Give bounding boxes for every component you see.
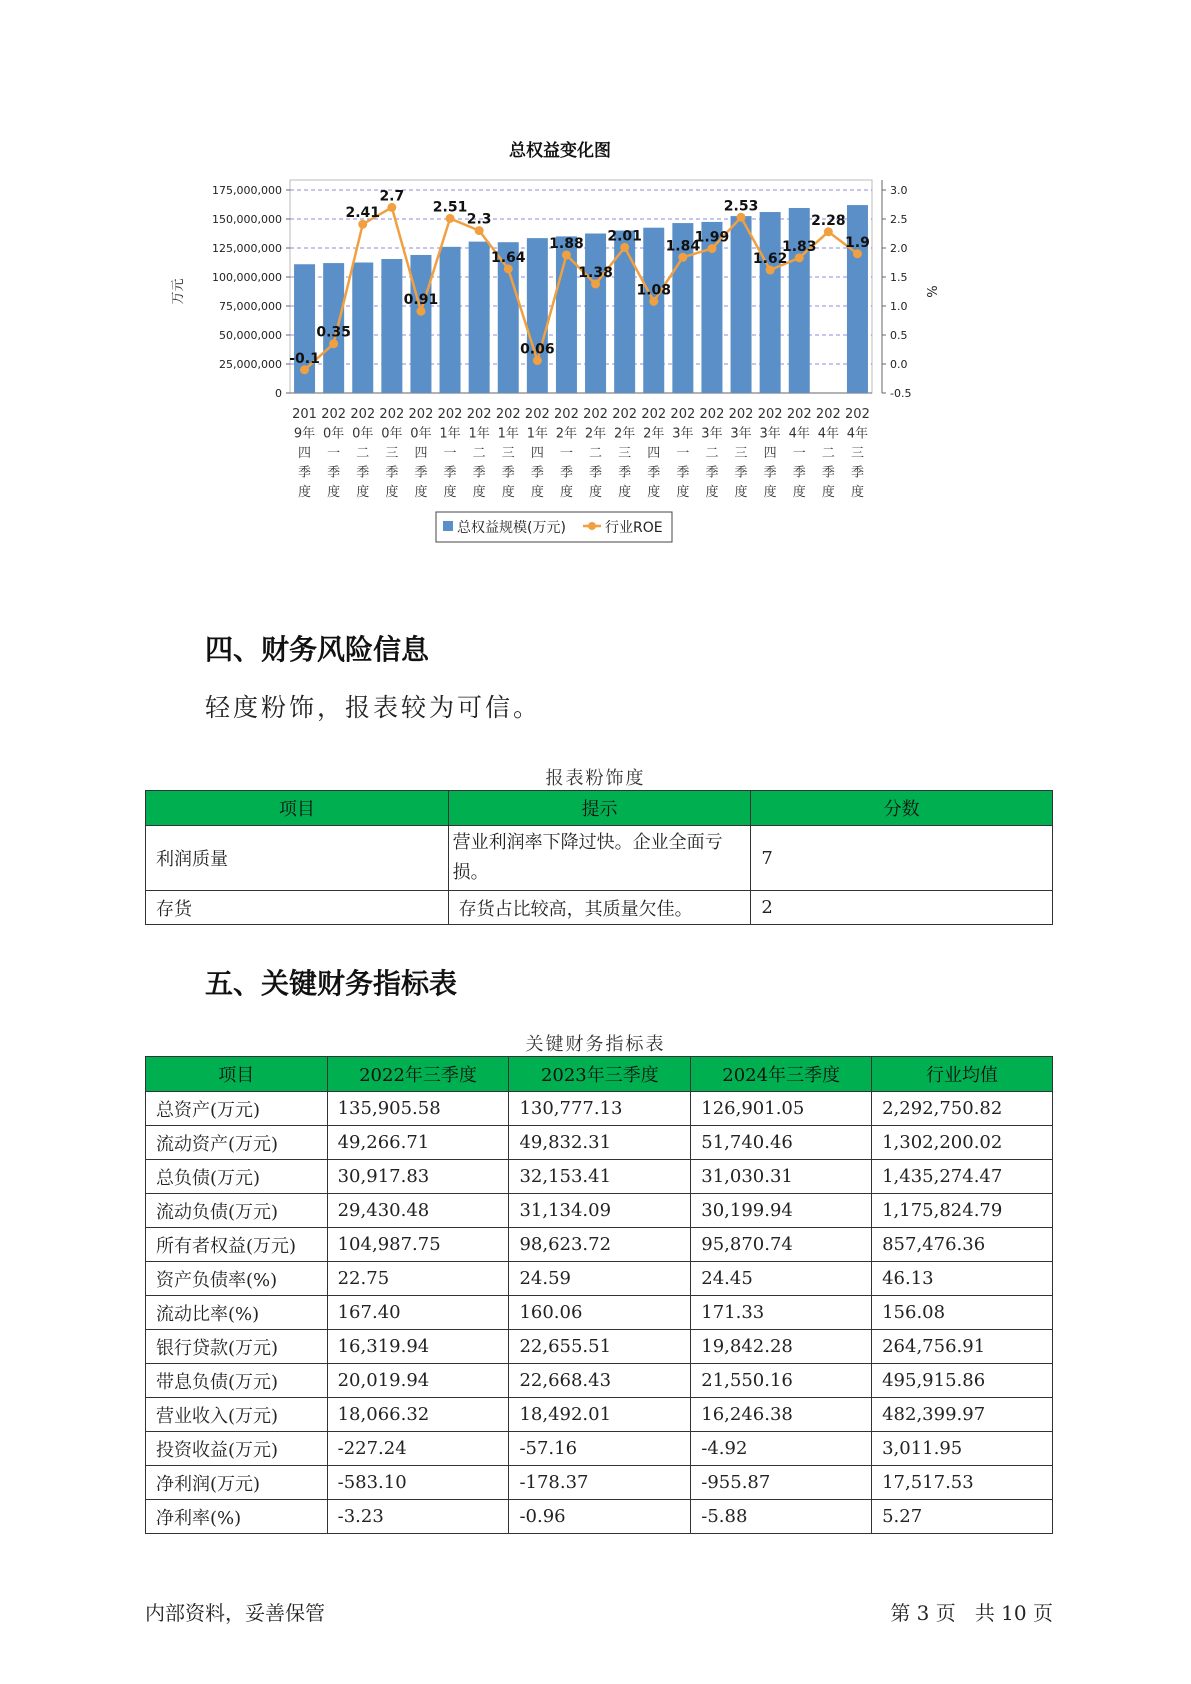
bar <box>410 255 431 393</box>
kpi-2024: 21,550.16 <box>691 1364 872 1398</box>
x-tick-label: 202 <box>379 407 405 422</box>
x-tick-label: 四 <box>647 446 661 461</box>
chart-title: 总权益变化图 <box>509 141 611 161</box>
x-tick-label: 四 <box>763 446 777 461</box>
y2-tick-label: -0.5 <box>890 387 912 400</box>
table-row <box>146 1262 1053 1296</box>
kpi-item: 总负债(万元) <box>146 1160 328 1194</box>
kpi-2023: -57.16 <box>509 1432 691 1466</box>
x-tick-label: 二 <box>589 446 603 461</box>
y-tick-label: 50,000,000 <box>219 329 282 342</box>
bar <box>585 234 606 394</box>
x-tick-label: 0年 <box>323 426 345 442</box>
x-tick-label: 202 <box>524 407 550 422</box>
x-tick-label: 0年 <box>410 426 432 442</box>
kpi-industry: 1,435,274.47 <box>872 1160 1053 1194</box>
x-tick-label: 季 <box>559 465 573 481</box>
kpi-2024: -4.92 <box>691 1432 872 1466</box>
kpi-industry: 2,292,750.82 <box>872 1092 1053 1126</box>
roe-data-label: 0.91 <box>403 292 439 309</box>
kpi-2024: 126,901.05 <box>691 1092 872 1126</box>
risk-header-item: 项目 <box>146 791 449 826</box>
x-tick-label: 201 <box>292 407 317 422</box>
roe-data-label: 1.88 <box>549 235 584 252</box>
x-tick-label: 202 <box>321 407 347 422</box>
legend-bar-swatch <box>443 521 453 531</box>
x-tick-label: 度 <box>298 485 312 500</box>
kpi-2023: -0.96 <box>509 1500 691 1534</box>
kpi-item: 流动比率(%) <box>146 1296 328 1330</box>
x-tick-label: 1年 <box>497 426 519 442</box>
table-row <box>146 891 1053 925</box>
x-tick-label: 一 <box>443 446 457 461</box>
bar <box>731 216 752 393</box>
x-tick-label: 度 <box>792 485 806 500</box>
kpi-2024: 95,870.74 <box>691 1228 872 1262</box>
section-4-heading: 四、财务风险信息 <box>205 633 430 666</box>
kpi-item: 流动负债(万元) <box>146 1194 328 1228</box>
table-row <box>146 1500 1053 1534</box>
kpi-item: 资产负债率(%) <box>146 1262 328 1296</box>
risk-summary-text: 轻度粉饰，报表较为可信。 <box>205 693 542 722</box>
kpi-industry: 5.27 <box>872 1500 1053 1534</box>
x-tick-label: 202 <box>641 407 667 422</box>
risk-score: 7 <box>751 826 1053 891</box>
x-tick-label: 季 <box>385 465 399 481</box>
kpi-industry: 3,011.95 <box>872 1432 1053 1466</box>
x-tick-label: 度 <box>705 485 719 500</box>
kpi-2024: 171.33 <box>691 1296 872 1330</box>
x-tick-label: 0年 <box>352 426 374 442</box>
roe-data-label: 2.41 <box>345 205 381 222</box>
x-tick-label: 二 <box>821 446 835 461</box>
x-tick-label: 2年 <box>614 426 636 442</box>
x-tick-label: 度 <box>763 485 777 500</box>
x-tick-label: 度 <box>734 485 748 500</box>
kpi-2024: 51,740.46 <box>691 1126 872 1160</box>
x-tick-label: 季 <box>792 465 806 481</box>
x-tick-label: 4年 <box>846 426 869 442</box>
section-5-heading: 五、关键财务指标表 <box>205 967 458 1000</box>
table-row <box>146 1228 1053 1262</box>
x-tick-label: 4年 <box>817 426 839 442</box>
x-tick-label: 202 <box>437 407 463 422</box>
x-tick-label: 202 <box>466 407 492 422</box>
risk-table-caption: 报表粉饰度 <box>545 768 646 789</box>
y2-tick-label: 2.0 <box>890 242 908 255</box>
x-tick-label: 1年 <box>526 426 548 442</box>
x-tick-label: 度 <box>821 485 835 500</box>
roe-data-label: 2.3 <box>466 211 492 228</box>
x-tick-label: 2年 <box>555 426 578 442</box>
kpi-2022: 20,019.94 <box>327 1364 509 1398</box>
x-tick-label: 季 <box>472 465 486 481</box>
x-tick-label: 度 <box>618 485 632 500</box>
kpi-item: 总资产(万元) <box>146 1092 328 1126</box>
x-tick-label: 202 <box>845 407 870 422</box>
x-tick-label: 1年 <box>439 426 461 442</box>
kpi-2022: 30,917.83 <box>327 1160 509 1194</box>
table-row <box>146 1126 1053 1160</box>
x-tick-label: 度 <box>850 485 864 500</box>
x-tick-label: 度 <box>414 485 428 500</box>
x-tick-label: 一 <box>559 446 573 461</box>
x-tick-label: 季 <box>414 465 428 481</box>
x-tick-label: 202 <box>583 407 608 422</box>
x-tick-label: 度 <box>676 485 690 500</box>
y-tick-label: 175,000,000 <box>212 184 282 197</box>
y-tick-label: 125,000,000 <box>212 242 282 255</box>
x-tick-label: 一 <box>792 446 806 461</box>
y-tick-label: 75,000,000 <box>219 300 282 313</box>
x-tick-label: 季 <box>734 465 748 481</box>
risk-table <box>145 790 1053 925</box>
kpi-2022: 104,987.75 <box>327 1228 509 1262</box>
kpi-item: 营业收入(万元) <box>146 1398 328 1432</box>
table-row <box>146 1296 1053 1330</box>
x-tick-label: 202 <box>350 407 376 422</box>
kpi-item: 净利润(万元) <box>146 1466 328 1500</box>
x-tick-label: 季 <box>618 465 632 481</box>
kpi-2023: 98,623.72 <box>509 1228 691 1262</box>
kpi-2022: -227.24 <box>327 1432 509 1466</box>
indicator-table <box>145 1056 1053 1534</box>
x-tick-label: 季 <box>676 465 690 481</box>
bar <box>847 205 868 393</box>
risk-item: 存货 <box>146 891 449 925</box>
risk-item: 利润质量 <box>146 826 449 891</box>
page-number: 第 3 页 共 10 页 <box>890 1601 1053 1625</box>
roe-data-label: 2.53 <box>723 198 759 215</box>
kpi-2022: 29,430.48 <box>327 1194 509 1228</box>
bar <box>643 228 664 393</box>
x-tick-label: 季 <box>763 465 777 481</box>
x-tick-label: 202 <box>757 407 783 422</box>
x-tick-label: 二 <box>472 446 486 461</box>
x-tick-label: 三 <box>734 446 748 461</box>
kpi-industry: 857,476.36 <box>872 1228 1053 1262</box>
legend-line-label: 行业ROE <box>605 520 663 536</box>
risk-score: 2 <box>751 891 1053 925</box>
indicator-table-caption: 关键财务指标表 <box>525 1034 666 1055</box>
risk-hint: 存货占比较高，其质量欠佳。 <box>448 891 751 925</box>
kpi-2022: 49,266.71 <box>327 1126 509 1160</box>
bar <box>760 212 781 393</box>
roe-data-label: 2.01 <box>607 228 642 245</box>
kpi-industry: 264,756.91 <box>872 1330 1053 1364</box>
x-tick-label: 季 <box>356 465 370 481</box>
bar <box>789 208 810 393</box>
risk-header-hint: 提示 <box>448 791 751 826</box>
roe-data-label: 2.51 <box>432 199 468 216</box>
x-tick-label: 度 <box>385 485 399 500</box>
y2-tick-label: 2.5 <box>890 213 908 226</box>
y-tick-label: 150,000,000 <box>212 213 282 226</box>
y2-tick-label: 1.0 <box>890 300 908 313</box>
equity-chart <box>170 140 950 600</box>
kpi-2022: -3.23 <box>327 1500 509 1534</box>
y-tick-label: 25,000,000 <box>219 358 282 371</box>
x-tick-label: 一 <box>327 446 341 461</box>
x-tick-label: 四 <box>414 446 428 461</box>
x-tick-label: 202 <box>699 407 725 422</box>
x-tick-label: 度 <box>647 485 661 500</box>
x-tick-label: 季 <box>530 465 544 481</box>
y2-axis-title: % <box>923 285 938 298</box>
kpi-industry: 1,302,200.02 <box>872 1126 1053 1160</box>
kpi-header-2023: 2023年三季度 <box>509 1057 691 1092</box>
x-tick-label: 202 <box>495 407 521 422</box>
kpi-2024: -955.87 <box>691 1466 872 1500</box>
footer-note: 内部资料，妥善保管 <box>145 1601 325 1625</box>
x-tick-label: 度 <box>443 485 457 500</box>
x-tick-label: 四 <box>298 446 312 461</box>
kpi-industry: 46.13 <box>872 1262 1053 1296</box>
kpi-item: 流动资产(万元) <box>146 1126 328 1160</box>
x-tick-label: 202 <box>815 407 841 422</box>
x-tick-label: 202 <box>786 407 812 422</box>
x-tick-label: 二 <box>356 446 370 461</box>
x-tick-label: 度 <box>472 485 486 500</box>
y2-tick-label: 3.0 <box>890 184 908 197</box>
y-axis-title: 万元 <box>171 278 186 305</box>
roe-data-label: 1.62 <box>752 251 788 268</box>
x-tick-label: 3年 <box>672 426 694 442</box>
x-tick-label: 度 <box>501 485 515 500</box>
x-tick-label: 度 <box>530 485 544 500</box>
x-tick-label: 度 <box>559 485 573 500</box>
kpi-2023: -178.37 <box>509 1466 691 1500</box>
kpi-header-2024: 2024年三季度 <box>691 1057 872 1092</box>
x-tick-label: 四 <box>530 446 544 461</box>
x-tick-label: 度 <box>327 485 341 500</box>
x-tick-label: 季 <box>327 465 341 481</box>
kpi-2022: 22.75 <box>327 1262 509 1296</box>
kpi-2023: 22,655.51 <box>509 1330 691 1364</box>
kpi-2022: 167.40 <box>327 1296 509 1330</box>
roe-data-label: 1.84 <box>665 238 701 255</box>
kpi-industry: 495,915.86 <box>872 1364 1053 1398</box>
kpi-item: 所有者权益(万元) <box>146 1228 328 1262</box>
roe-data-label: 1.38 <box>578 264 613 281</box>
x-tick-label: 3年 <box>759 426 781 442</box>
risk-table-header <box>146 791 1053 826</box>
kpi-2024: 31,030.31 <box>691 1160 872 1194</box>
table-row <box>146 1432 1053 1466</box>
kpi-item: 净利率(%) <box>146 1500 328 1534</box>
kpi-header-item: 项目 <box>146 1057 328 1092</box>
kpi-industry: 17,517.53 <box>872 1466 1053 1500</box>
legend-bar-label: 总权益规模(万元) <box>457 520 566 536</box>
kpi-2023: 49,832.31 <box>509 1126 691 1160</box>
kpi-2024: 30,199.94 <box>691 1194 872 1228</box>
kpi-2024: 16,246.38 <box>691 1398 872 1432</box>
kpi-2024: 24.45 <box>691 1262 872 1296</box>
x-tick-label: 2年 <box>584 426 607 442</box>
kpi-2022: 18,066.32 <box>327 1398 509 1432</box>
x-tick-label: 202 <box>612 407 638 422</box>
x-tick-label: 度 <box>589 485 603 500</box>
x-tick-label: 三 <box>385 446 399 461</box>
table-row <box>146 1398 1053 1432</box>
kpi-industry: 156.08 <box>872 1296 1053 1330</box>
x-tick-label: 4年 <box>788 426 810 442</box>
x-tick-label: 季 <box>589 465 603 481</box>
roe-data-label: 0.06 <box>520 341 555 358</box>
kpi-2022: 135,905.58 <box>327 1092 509 1126</box>
roe-data-label: 1.08 <box>636 282 672 299</box>
kpi-2023: 130,777.13 <box>509 1092 691 1126</box>
x-tick-label: 季 <box>501 465 515 481</box>
x-tick-label: 季 <box>298 465 312 481</box>
x-tick-label: 一 <box>676 446 690 461</box>
kpi-item: 银行贷款(万元) <box>146 1330 328 1364</box>
table-row <box>146 826 1053 891</box>
roe-data-label: 1.99 <box>694 229 730 246</box>
x-tick-label: 季 <box>705 465 719 481</box>
x-tick-label: 202 <box>728 407 754 422</box>
y2-tick-label: 0.5 <box>890 329 908 342</box>
legend-line-marker <box>588 522 596 530</box>
bar <box>440 247 461 393</box>
risk-header-score: 分数 <box>751 791 1053 826</box>
x-tick-label: 0年 <box>381 426 403 442</box>
x-tick-label: 二 <box>705 446 719 461</box>
x-tick-label: 度 <box>356 485 370 500</box>
x-tick-label: 1年 <box>468 426 490 442</box>
x-tick-label: 三 <box>501 446 515 461</box>
table-row <box>146 1194 1053 1228</box>
kpi-2023: 31,134.09 <box>509 1194 691 1228</box>
table-row <box>146 1160 1053 1194</box>
x-tick-label: 季 <box>821 465 835 481</box>
roe-data-label: 2.7 <box>379 188 405 205</box>
bar <box>527 238 548 393</box>
kpi-2022: -583.10 <box>327 1466 509 1500</box>
kpi-item: 投资收益(万元) <box>146 1432 328 1466</box>
kpi-2024: -5.88 <box>691 1500 872 1534</box>
kpi-header-2022: 2022年三季度 <box>327 1057 509 1092</box>
roe-data-label: 2.28 <box>811 212 846 229</box>
x-tick-label: 季 <box>850 465 864 481</box>
kpi-2022: 16,319.94 <box>327 1330 509 1364</box>
kpi-industry: 1,175,824.79 <box>872 1194 1053 1228</box>
table-row <box>146 1364 1053 1398</box>
y-tick-label: 100,000,000 <box>212 271 282 284</box>
roe-data-label: 1.64 <box>490 249 526 266</box>
y-tick-label: 0 <box>275 387 282 400</box>
kpi-2023: 24.59 <box>509 1262 691 1296</box>
kpi-header-industry: 行业均值 <box>872 1057 1053 1092</box>
kpi-2023: 160.06 <box>509 1296 691 1330</box>
roe-data-label: 1.83 <box>781 238 817 255</box>
bar <box>352 263 373 394</box>
bar <box>556 236 577 393</box>
x-tick-label: 202 <box>408 407 434 422</box>
table-row <box>146 1466 1053 1500</box>
risk-hint: 营业利润率下降过快。企业全面亏损。 <box>448 826 751 891</box>
x-tick-label: 202 <box>554 407 579 422</box>
kpi-2023: 22,668.43 <box>509 1364 691 1398</box>
x-tick-label: 9年 <box>293 426 316 442</box>
kpi-2024: 19,842.28 <box>691 1330 872 1364</box>
x-tick-label: 季 <box>647 465 661 481</box>
x-tick-label: 3年 <box>701 426 723 442</box>
roe-data-label: 1.9 <box>845 234 870 251</box>
y2-tick-label: 1.5 <box>890 271 908 284</box>
indicator-table-header <box>146 1057 1053 1092</box>
kpi-2023: 18,492.01 <box>509 1398 691 1432</box>
table-row <box>146 1092 1053 1126</box>
x-tick-label: 3年 <box>730 426 752 442</box>
kpi-2023: 32,153.41 <box>509 1160 691 1194</box>
x-tick-label: 三 <box>618 446 632 461</box>
x-tick-label: 2年 <box>643 426 665 442</box>
kpi-industry: 482,399.97 <box>872 1398 1053 1432</box>
kpi-item: 带息负债(万元) <box>146 1364 328 1398</box>
roe-data-label: -0.1 <box>289 350 320 367</box>
x-tick-label: 三 <box>850 446 864 461</box>
x-tick-label: 季 <box>443 465 457 481</box>
table-row <box>146 1330 1053 1364</box>
bar <box>381 259 402 393</box>
x-tick-label: 202 <box>670 407 696 422</box>
bar <box>469 242 490 393</box>
y2-tick-label: 0.0 <box>890 358 908 371</box>
roe-data-label: 0.35 <box>316 324 351 341</box>
